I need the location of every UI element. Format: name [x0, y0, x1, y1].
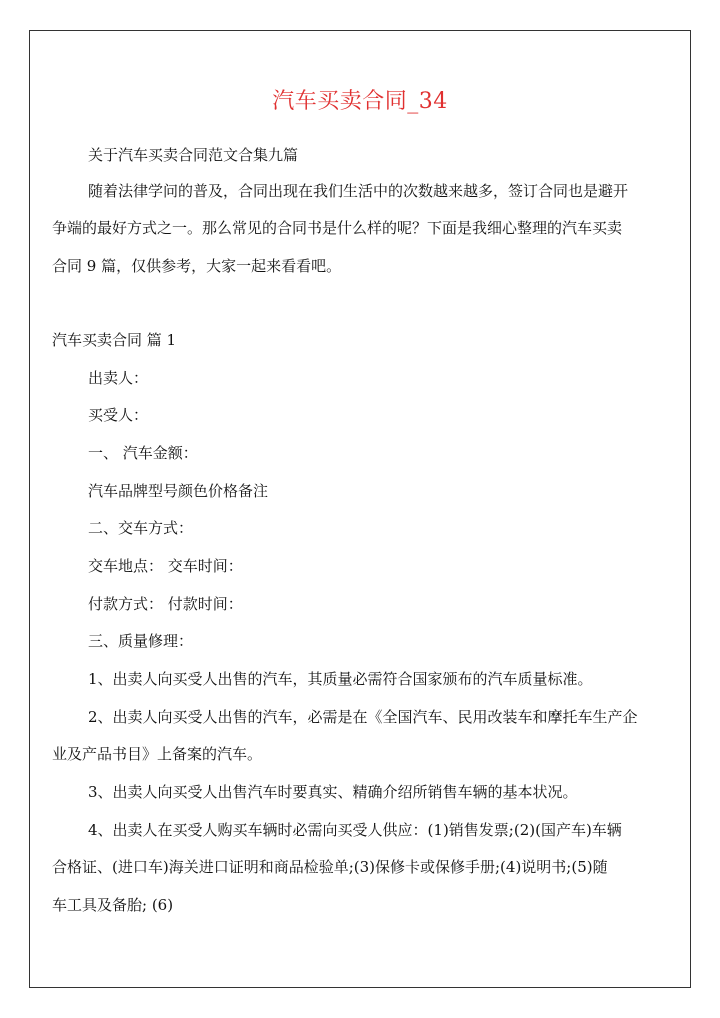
document-title: 汽车买卖合同_34 [272, 89, 448, 114]
intro-paragraph-line-2: 争端的最好方式之一。那么常见的合同书是什么样的呢？下面是我细心整理的汽车买卖 [52, 219, 623, 237]
intro-paragraph-line-1: 随着法律学问的普及，合同出现在我们生活中的次数越来越多，签订合同也是避开 [88, 182, 629, 200]
delivery-line: 交车地点： 交车时间： [88, 557, 243, 575]
page-border [29, 30, 691, 988]
seller-label: 出卖人： [88, 369, 149, 387]
clause-2-line-2: 业及产品书目》上备案的汽车。 [52, 745, 263, 763]
clause-2-line-1: 2、出卖人向买受人出售的汽车，必需是在《全国汽车、民用改装车和摩托车生产企 [88, 708, 638, 726]
payment-line: 付款方式： 付款时间： [88, 595, 243, 613]
intro-paragraph-line-3: 合同 9 篇，仅供参考，大家一起来看看吧。 [52, 257, 342, 275]
item-1-title: 一、 汽车金额： [88, 444, 198, 462]
buyer-label: 买受人： [88, 406, 149, 424]
section-heading: 汽车买卖合同 篇 1 [52, 331, 177, 349]
item-1-columns: 汽车品牌型号颜色价格备注 [88, 482, 269, 500]
clause-3: 3、出卖人向买受人出售汽车时要真实、精确介绍所销售车辆的基本状况。 [88, 783, 578, 801]
item-3-title: 三、质量修理： [88, 632, 194, 650]
clause-1: 1、出卖人向买受人出售的汽车，其质量必需符合国家颁布的汽车质量标准。 [88, 670, 593, 688]
intro-subtitle: 关于汽车买卖合同范文合集九篇 [88, 146, 299, 164]
clause-4-line-1: 4、出卖人在买受人购买车辆时必需向买受人供应：(1)销售发票;(2)(国产车)车辆 [88, 821, 622, 839]
clause-4-line-3: 车工具及备胎; (6) [52, 896, 174, 914]
clause-4-line-2: 合格证、(进口车)海关进口证明和商品检验单;(3)保修卡或保修手册;(4)说明书;(5)随 [52, 858, 608, 876]
item-2-title: 二、交车方式： [88, 519, 194, 537]
